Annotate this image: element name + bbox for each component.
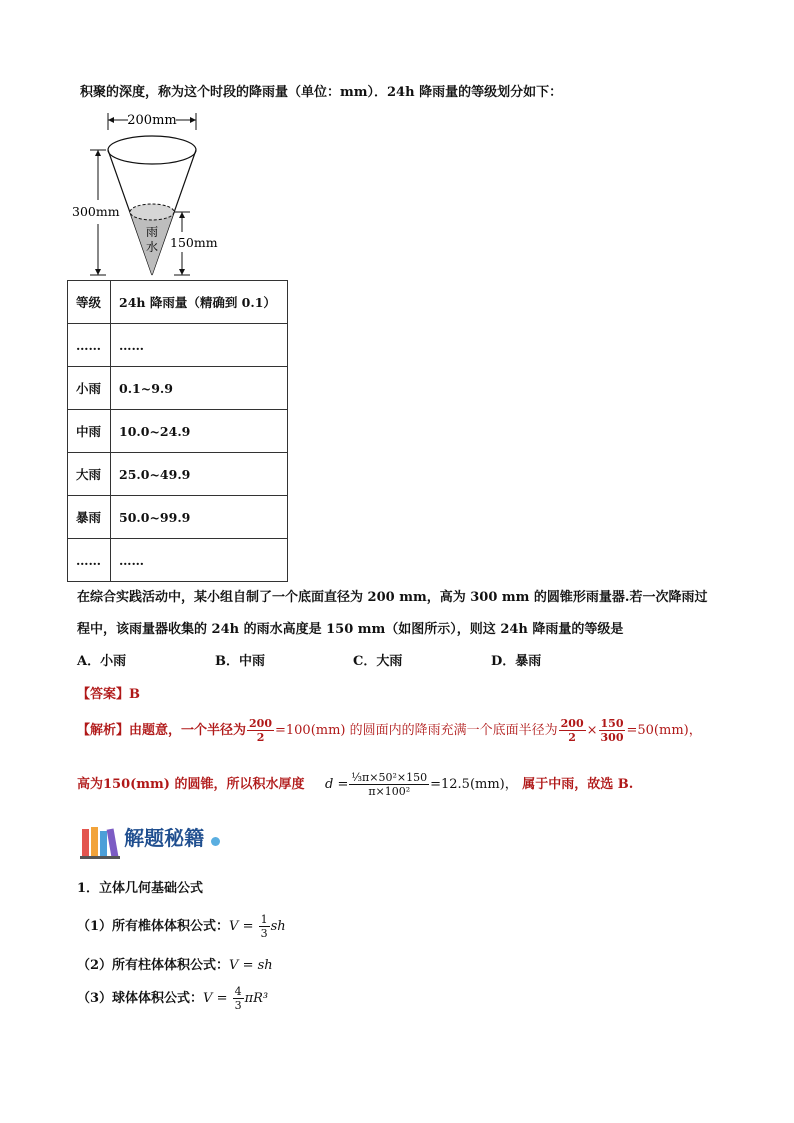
- water-label-top: 雨: [145, 225, 159, 239]
- header-grade: 等级: [68, 281, 111, 324]
- analysis-line-1: 【解析】由题意，一个半径为 $\frac{200}{2}$ =100(mm) 的圆面内的降雨充满一个底面半径为 $\frac{200}{2}$ × $\frac{150}{300}$ =50(mm)，: [77, 717, 702, 744]
- analysis-text: 由题意，一个半径为: [129, 723, 247, 738]
- formula-3: （3）球体体积公式：V = $\frac{4}{3}$ πR³: [77, 985, 269, 1012]
- table-cell: ……: [68, 324, 111, 367]
- analysis-conclusion: 属于中雨，故选 B.: [522, 777, 634, 792]
- fraction: $\frac{4}{3}$: [234, 985, 242, 1012]
- analysis-text: =100(mm) 的圆面内的降雨充满一个底面半径为: [275, 723, 558, 738]
- table-cell: 10.0~24.9: [111, 410, 288, 453]
- table-cell: 小雨: [68, 367, 111, 410]
- fraction: $\frac{150}{300}$: [600, 717, 624, 744]
- analysis-label: 【解析】: [77, 723, 130, 738]
- table-cell: 大雨: [68, 453, 111, 496]
- analysis-line-2: [77, 768, 633, 802]
- table-cell: 50.0~99.9: [111, 496, 288, 539]
- table-cell: 中雨: [68, 410, 111, 453]
- table-cell: 0.1~9.9: [111, 367, 288, 410]
- question-line-1: 在综合实践活动中，某小组自制了一个底面直径为 200 mm，高为 300 mm 的圆锥形雨量器.若一次降雨过: [77, 590, 708, 605]
- thickness-result: =12.5(mm)，: [430, 777, 518, 792]
- table-row: [68, 410, 288, 453]
- fraction: $\frac{200}{2}$: [560, 717, 584, 744]
- answer-label: 【答案】B: [77, 687, 140, 702]
- option-b: B．中雨: [215, 654, 265, 669]
- analysis-text: 高为150(mm) 的圆锥，所以积水厚度: [77, 777, 305, 792]
- height-label: 300mm: [72, 204, 120, 219]
- table-row: [68, 367, 288, 410]
- formulas-heading: 1．立体几何基础公式: [77, 881, 204, 896]
- section-header: [80, 822, 220, 858]
- option-a: A．小雨: [77, 654, 127, 669]
- formula-2: （2）所有柱体体积公式：V = sh: [77, 958, 273, 973]
- table-header-row: [68, 281, 288, 324]
- fraction: $\frac{200}{2}$: [249, 717, 272, 744]
- section-title: 解题秘籍: [124, 826, 205, 850]
- formula-1: （1）所有椎体体积公式：V = $\frac{1}{3}$ sh: [77, 913, 286, 940]
- analysis-text: =50(mm)，: [626, 723, 702, 738]
- table-row: [68, 539, 288, 582]
- books-icon: [80, 825, 120, 859]
- table-cell: ……: [111, 324, 288, 367]
- rainfall-grade-table: [67, 280, 288, 582]
- water-height-label: 150mm: [170, 235, 218, 250]
- table-row: [68, 324, 288, 367]
- header-rainfall: 24h 降雨量（精确到 0.1）: [111, 281, 288, 324]
- intro-line: 积聚的深度，称为这个时段的降雨量（单位：mm）．24h 降雨量的等级划分如下：: [80, 85, 563, 100]
- dot-icon: [211, 837, 220, 846]
- table-row: [68, 496, 288, 539]
- fraction: $\frac{1}{3}$: [260, 913, 268, 940]
- option-c: C．大雨: [353, 654, 403, 669]
- water-label-bottom: 水: [145, 240, 159, 254]
- table-cell: 25.0~49.9: [111, 453, 288, 496]
- table-cell: 暴雨: [68, 496, 111, 539]
- cone-rain-gauge-figure: [70, 108, 230, 283]
- top-diameter-label: 200mm: [127, 113, 177, 128]
- table-cell: ……: [68, 539, 111, 582]
- option-d: D．暴雨: [491, 654, 542, 669]
- d-symbol: d =: [325, 777, 349, 792]
- table-row: [68, 453, 288, 496]
- table-cell: ……: [111, 539, 288, 582]
- question-line-2: 程中，该雨量器收集的 24h 的雨水高度是 150 mm（如图所示），则这 24h 降雨量的等级是: [77, 622, 624, 637]
- thickness-fraction: $\frac{\text{⅓π×50²×150}}{\text{π×100²}}$: [351, 771, 428, 798]
